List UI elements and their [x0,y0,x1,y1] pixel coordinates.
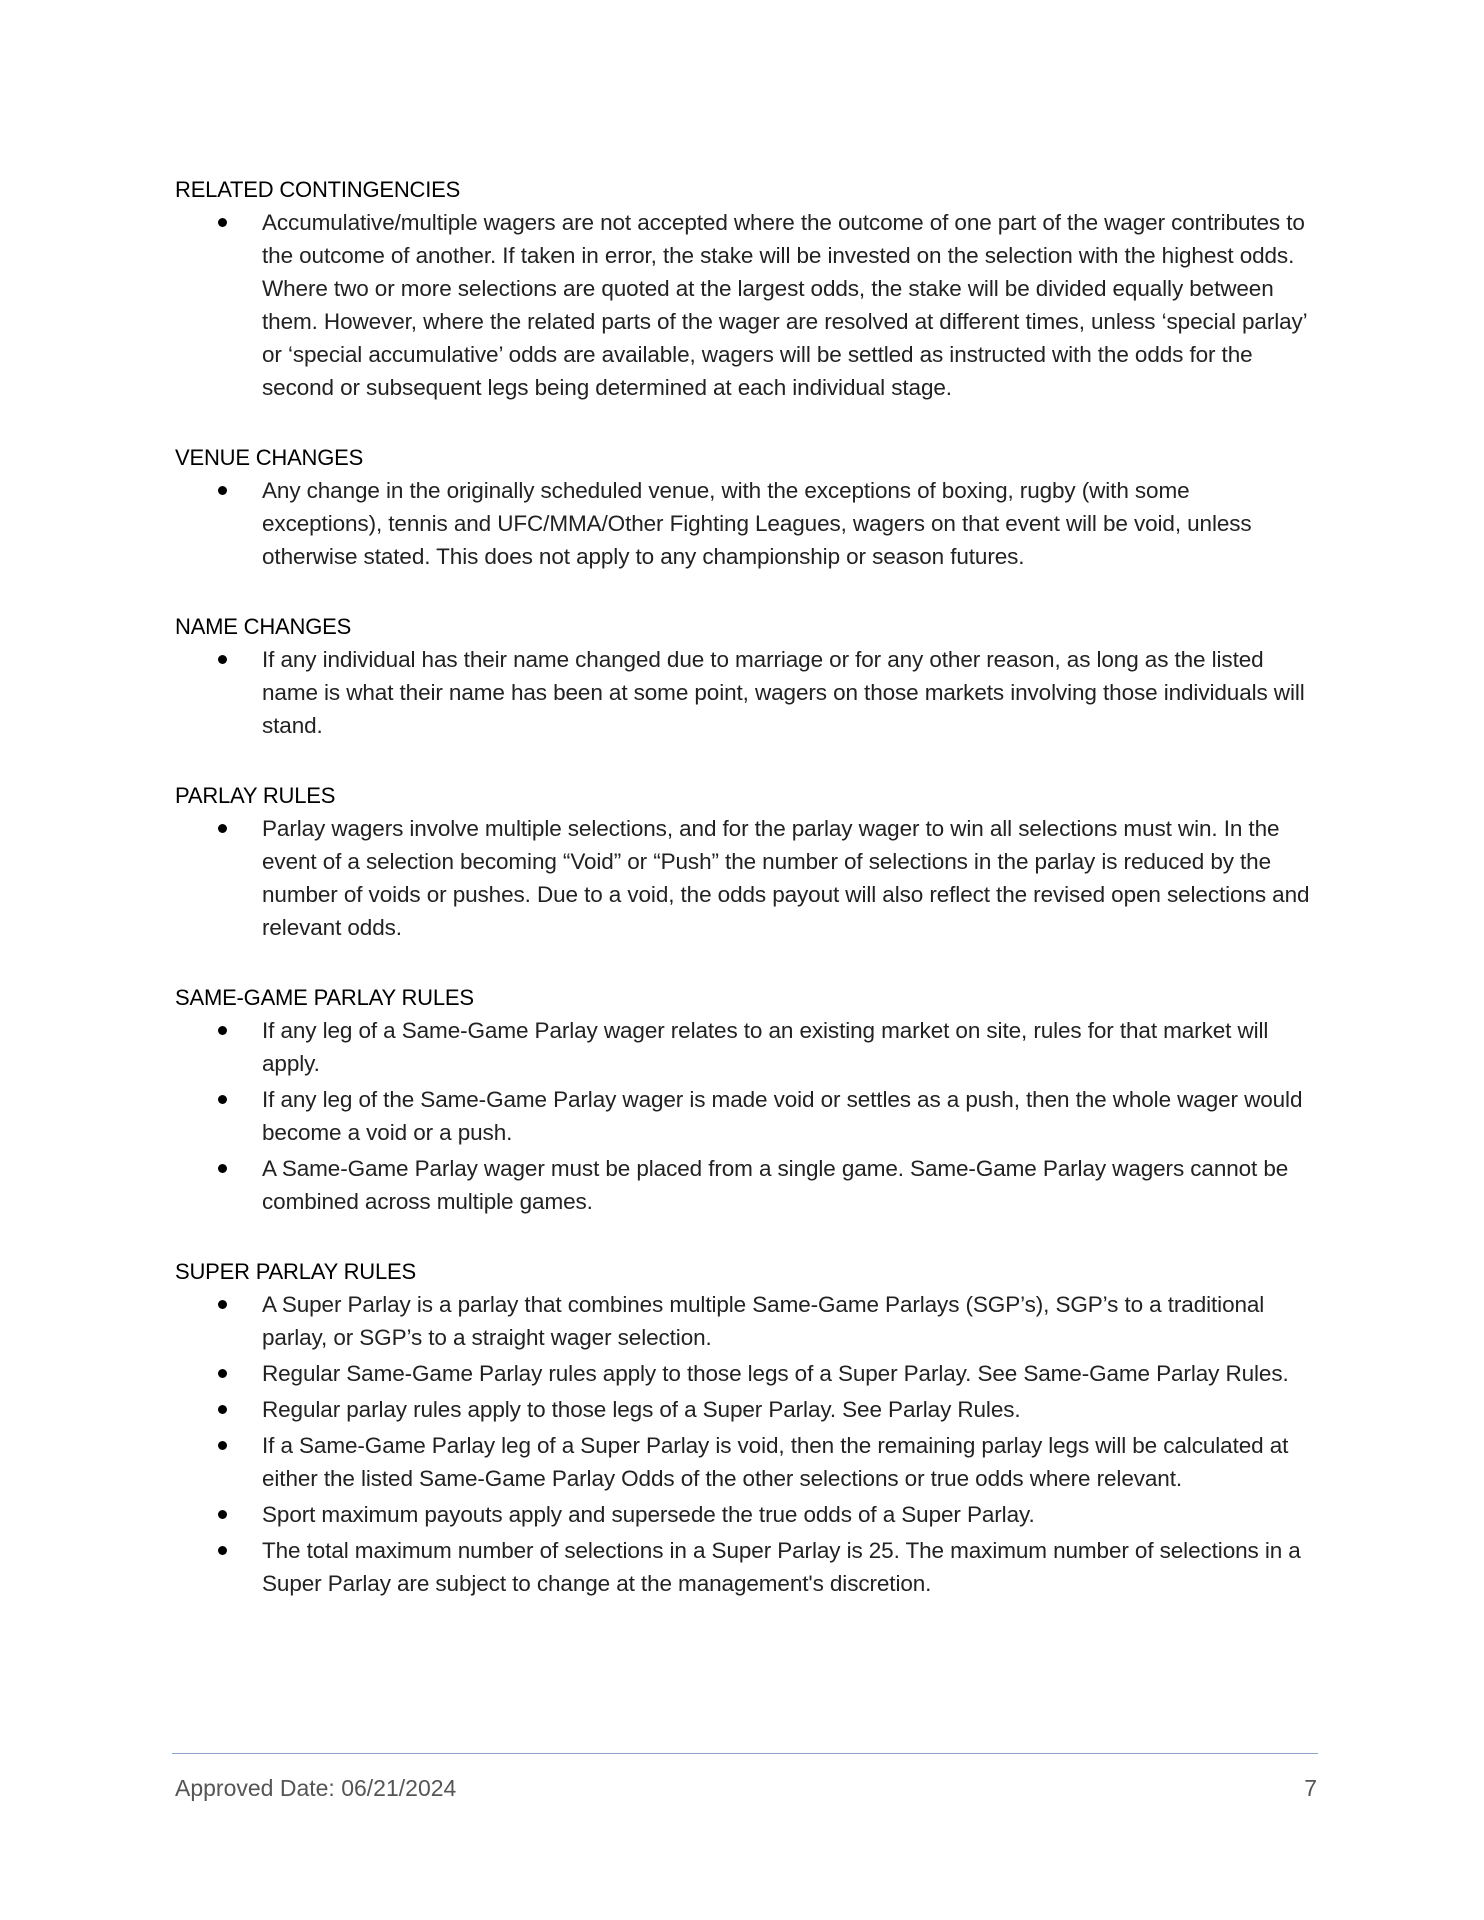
list-item [175,474,1315,573]
list-item-text: Regular Same-Game Parlay rules apply to those legs of a Super Parlay. See Same-Game Parlay Rules. [262,1361,1289,1386]
bullet-list [175,474,1315,573]
section-heading: SUPER PARLAY RULES [175,1259,416,1284]
bullet-list [175,1014,1315,1218]
list-item-text: Any change in the originally scheduled venue, with the exceptions of boxing, rugby (with some exceptions), tennis and UFC/MMA/Other Fighting Leagues, wagers on that event will be void, unless otherwise stated. This does not apply to any championship or season futures. [262,478,1252,569]
list-item-text: If any individual has their name changed due to marriage or for any other reason, as long as the listed name is what their name has been at some point, wagers on those markets involving those individuals will stand. [262,647,1305,738]
bullet-icon [218,1546,227,1555]
footer-page-number: 7 [1304,1775,1317,1801]
list-item [175,1534,1315,1600]
bullet-list [175,643,1315,742]
list-item-text: A Super Parlay is a parlay that combines multiple Same-Game Parlays (SGP’s), SGP’s to a traditional parlay, or SGP’s to a straight wager selection. [262,1292,1265,1350]
section-name-changes [175,611,1315,742]
list-item [175,1014,1315,1080]
bullet-icon [218,1026,227,1035]
list-item [175,1429,1315,1495]
list-item-text: If any leg of a Same-Game Parlay wager relates to an existing market on site, rules for that market will apply. [262,1018,1269,1076]
list-item-text: The total maximum number of selections in a Super Parlay is 25. The maximum number of selections in a Super Parlay are subject to change at the management's discretion. [262,1538,1301,1596]
section-heading: VENUE CHANGES [175,445,364,470]
section-heading: RELATED CONTINGENCIES [175,177,461,202]
bullet-icon [218,655,227,664]
list-item-text: Regular parlay rules apply to those legs of a Super Parlay. See Parlay Rules. [262,1397,1021,1422]
list-item [175,1152,1315,1218]
list-item [175,1357,1315,1390]
section-related-contingencies [175,174,1315,404]
list-item [175,1498,1315,1531]
bullet-icon [218,486,227,495]
list-item-text: If any leg of the Same-Game Parlay wager is made void or settles as a push, then the whole wager would become a void or a push. [262,1087,1303,1145]
bullet-icon [218,1369,227,1378]
bullet-icon [218,1300,227,1309]
section-heading: NAME CHANGES [175,614,352,639]
section-heading: SAME-GAME PARLAY RULES [175,985,474,1010]
bullet-icon [218,824,227,833]
bullet-icon [218,1095,227,1104]
list-item [175,1288,1315,1354]
bullet-list [175,206,1315,404]
bullet-icon [218,1405,227,1414]
footer-approved-date: Approved Date: 06/21/2024 [175,1775,457,1801]
bullet-icon [218,1441,227,1450]
list-item-text: A Same-Game Parlay wager must be placed from a single game. Same-Game Parlay wagers cannot be combined across multiple games. [262,1156,1289,1214]
section-same-game-parlay-rules [175,982,1315,1218]
document-body [175,174,1315,1638]
list-item [175,643,1315,742]
footer-divider [172,1753,1318,1754]
bullet-list [175,1288,1315,1600]
bullet-icon [218,218,227,227]
list-item-text: If a Same-Game Parlay leg of a Super Parlay is void, then the remaining parlay legs will be calculated at either the listed Same-Game Parlay Odds of the other selections or true odds where relevant. [262,1433,1289,1491]
list-item [175,812,1315,944]
section-heading: PARLAY RULES [175,783,336,808]
bullet-icon [218,1164,227,1173]
section-super-parlay-rules [175,1256,1315,1600]
bullet-list [175,812,1315,944]
bullet-icon [218,1510,227,1519]
list-item-text: Sport maximum payouts apply and supersede the true odds of a Super Parlay. [262,1502,1035,1527]
list-item-text: Parlay wagers involve multiple selections, and for the parlay wager to win all selections must win. In the event of a selection becoming “Void” or “Push” the number of selections in the parlay is reduced by the number of voids or pushes. Due to a void, the odds payout will also reflect the revised open selections and relevant odds. [262,816,1310,940]
section-parlay-rules [175,780,1315,944]
list-item [175,1393,1315,1426]
list-item [175,1083,1315,1149]
section-venue-changes [175,442,1315,573]
list-item-text: Accumulative/multiple wagers are not accepted where the outcome of one part of the wager contributes to the outcome of another. If taken in error, the stake will be invested on the selection with the highest odds. Where two or more selections are quoted at the largest odds, the stake will be divided equally between them. However, where the related parts of the wager are resolved at different times, unless ‘special parlay’ or ‘special accumulative’ odds are available, wagers will be settled as instructed with the odds for the second or subsequent legs being determined at each individual stage. [262,210,1307,400]
list-item [175,206,1315,404]
